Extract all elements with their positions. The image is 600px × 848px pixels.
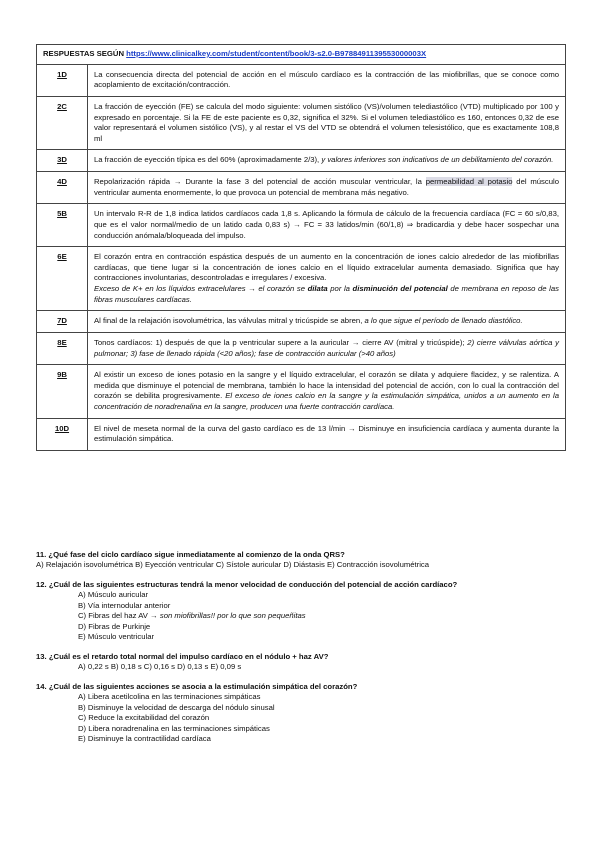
question-options xyxy=(36,590,576,642)
source-link[interactable]: https://www.clinicalkey.com/student/content/book/3-s2.0-B9788491139553000003X xyxy=(126,49,427,58)
option: D) Libera noradrenalina en las terminaciones simpáticas xyxy=(78,723,270,733)
answer-code: 8E xyxy=(37,332,88,364)
answer-text: El corazón entra en contracción espástica después de un aumento en la concentración de iones calcio alrededor de las miofibrillas cardíacas, que tiene lugar si la concentración de iones calcio en el líquido extracelular aumenta demasiado. Significa que hay contracciones involuntarias, descontroladas e irregulares / excesiva. Exceso de K+ en los líquidos extracelulares → el corazón se dilata por la disminución del potencial de membrana en reposo de las fibras musculares cardíacas. xyxy=(88,247,566,311)
option: A) Libera acetilcolina en las terminaciones simpáticas xyxy=(78,692,261,702)
question-text: 11. ¿Qué fase del ciclo cardíaco sigue inmediatamente al comienzo de la onda QRS? xyxy=(36,550,345,559)
answer-row xyxy=(37,365,566,419)
header-label: RESPUESTAS SEGÚN xyxy=(43,49,125,58)
option: B) Vía internodular anterior xyxy=(78,600,171,610)
question-options: A) 0,22 s B) 0,18 s C) 0,16 s D) 0,13 s E) 0,09 s xyxy=(78,662,242,672)
answers-table xyxy=(36,44,566,451)
question-13 xyxy=(36,652,576,673)
question-text: 12. ¿Cuál de las siguientes estructuras tendrá la menor velocidad de conducción del potencial de acción cardíaco? xyxy=(36,579,458,589)
option: E) Músculo ventricular xyxy=(78,632,155,642)
question-11 xyxy=(36,550,576,571)
answer-text: La fracción de eyección (FE) se calcula del modo siguiente: volumen sistólico (VS)/volumen telediastólico (VTD) multiplicado por 100 y expresado en porcentaje. Si la FE de este paciente es 0,32, significa el 32%. Si el volumen telediastólico es 160, entonces 0,32 de ese valor representará el volumen sistólico (VS), y al restar el VS del VTD se obtendrá el volumen telesistólico, que es exactamente 108,8 ml xyxy=(88,96,566,150)
answer-text: Tonos cardíacos: 1) después de que la p ventricular supere a la auricular → cierre AV (mitral y tricúspide); 2) cierre válvulas aórtica y pulmonar; 3) fase de llenado rápida (<20 años); fase de contracción auricular (>40 años) xyxy=(88,332,566,364)
answer-text: La consecuencia directa del potencial de acción en el músculo cardíaco es la contracción de las miofibrillas, que se conoce como acoplamiento de excitación/contracción. xyxy=(88,64,566,96)
answer-row xyxy=(37,64,566,96)
answer-code: 1D xyxy=(37,64,88,96)
answer-row xyxy=(37,311,566,333)
answer-code: 10D xyxy=(37,418,88,450)
answer-text: Un intervalo R-R de 1,8 indica latidos cardíacos cada 1,8 s. Aplicando la fórmula de cálculo de la frecuencia cardíaca (FC = 60 s/0,83, que es el valor normal/medio de un latido cada 0,83 s) → FC = 33 latidos/min (60/1,8) ⇒ bradicardia y debe hacer sospechar una conducción anómala/bloqueada del impulso. xyxy=(88,204,566,247)
question-12 xyxy=(36,580,576,643)
answer-code: 3D xyxy=(37,150,88,172)
option: C) Fibras del haz AV → son miofibrillas!! por lo que son pequeñitas xyxy=(78,611,306,621)
answer-code: 5B xyxy=(37,204,88,247)
answer-row xyxy=(37,247,566,311)
answer-code: 9B xyxy=(37,365,88,419)
question-14 xyxy=(36,682,576,745)
answer-code: 7D xyxy=(37,311,88,333)
answer-row xyxy=(37,96,566,150)
highlighted-text: permeabilidad al potasio xyxy=(425,177,513,186)
answer-code: 4D xyxy=(37,172,88,204)
answer-text: Al final de la relajación isovolumétrica, las válvulas mitral y tricúspide se abren, a lo que sigue el período de llenado diastólico. xyxy=(88,311,566,333)
answer-row xyxy=(37,418,566,450)
answer-row xyxy=(37,332,566,364)
answer-text: Al existir un exceso de iones potasio en la sangre y el líquido extracelular, el corazón se dilata y adquiere flacidez, y se ralentiza. A medida que disminuye el potencial de membrana, también lo hace la intensidad del potencial de acción, con lo cual la contracción del corazón se debilita progresivamente. El exceso de iones calcio en la sangre y la estimulación simpática, unidos a un aumento en la concentración de noradrenalina en la sangre, producen una fuerte contracción cardíaca. xyxy=(88,365,566,419)
answer-text: La fracción de eyección típica es del 60% (aproximadamente 2/3), y valores inferiores son indicativos de un debilitamiento del corazón. xyxy=(88,150,566,172)
answer-row xyxy=(37,172,566,204)
question-options xyxy=(36,692,576,744)
option: D) Fibras de Purkinje xyxy=(78,621,151,631)
option: E) Disminuye la contractilidad cardíaca xyxy=(78,734,211,744)
answer-code: 6E xyxy=(37,247,88,311)
answer-row xyxy=(37,204,566,247)
answer-text: Repolarización rápida → Durante la fase 3 del potencial de acción muscular ventricular, la permeabilidad al potasio del músculo ventricular aumenta enormemente, lo que provoca un potencial de membrana más negativo. xyxy=(88,172,566,204)
answer-code: 2C xyxy=(37,96,88,150)
question-text: 14. ¿Cuál de las siguientes acciones se asocia a la estimulación simpática del corazón? xyxy=(36,681,358,691)
option: A) Músculo auricular xyxy=(78,590,149,600)
table-header-row xyxy=(37,45,566,65)
answers-header xyxy=(37,45,566,65)
answer-row xyxy=(37,150,566,172)
option: C) Reduce la excitabilidad del corazón xyxy=(78,713,210,723)
answer-text: El nivel de meseta normal de la curva del gasto cardíaco es de 13 l/min → Disminuye en insuficiencia cardíaca y aumenta durante la estimulación simpática. xyxy=(88,418,566,450)
question-text: 13. ¿Cuál es el retardo total normal del impulso cardíaco en el nódulo + haz AV? xyxy=(36,651,329,661)
questions-section xyxy=(36,550,576,754)
option: B) Disminuye la velocidad de descarga del nódulo sinusal xyxy=(78,702,275,712)
question-options: A) Relajación isovolumétrica B) Eyección ventricular C) Sístole auricular D) Diástasis E) Contracción isovolumétrica xyxy=(36,560,430,570)
